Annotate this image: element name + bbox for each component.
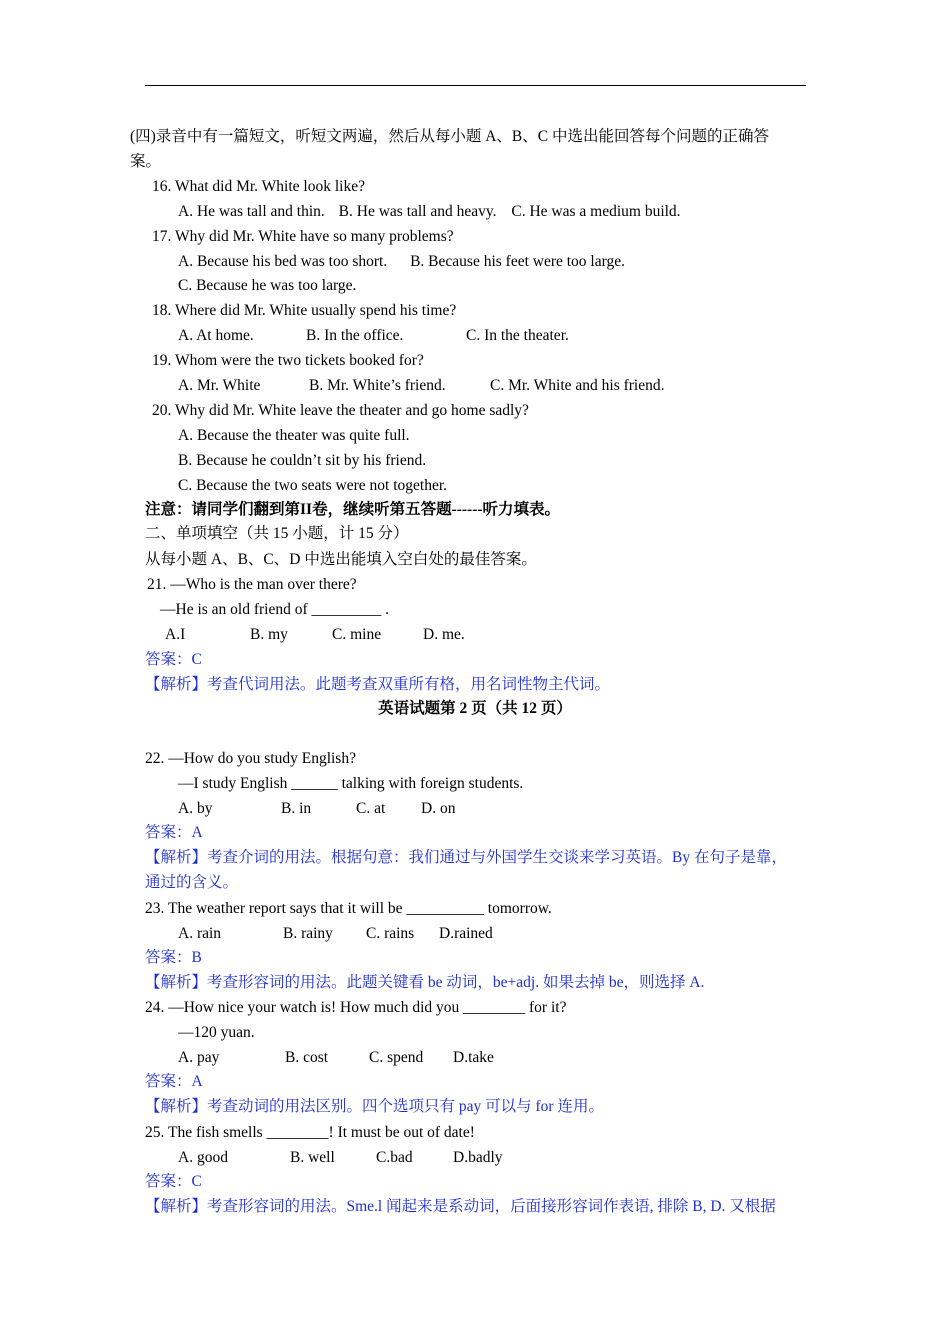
option-a: A. He was tall and thin. — [178, 203, 325, 220]
question-22-line2: —I study English ______ talking with foreign students. — [178, 775, 524, 792]
option-b: B. in — [281, 800, 312, 817]
option-a: A. At home. — [178, 327, 254, 344]
option-b: B. He was tall and heavy. — [338, 203, 497, 220]
question-18: 18. Where did Mr. White usually spend his time? — [152, 302, 457, 319]
answer-22: 答案：A — [145, 824, 203, 841]
answer-23: 答案：B — [145, 949, 202, 966]
option-d: D. me. — [423, 626, 465, 643]
option-d: D.rained — [439, 925, 493, 942]
answer-25: 答案：C — [145, 1173, 202, 1190]
analysis-25: 【解析】考查形容词的用法。Sme.l 闻起来是系动词，后面接形容词作表语, 排除 B, D. 又根据 — [145, 1198, 776, 1215]
option-b: B. In the office. — [306, 327, 404, 344]
option-c: C.bad — [376, 1149, 413, 1166]
option-b: B. Mr. White’s friend. — [309, 377, 446, 394]
answer-21: 答案：C — [145, 651, 202, 668]
analysis-23: 【解析】考查形容词的用法。此题关键看 be 动词，be+adj. 如果去掉 be，则选择 A. — [145, 974, 705, 991]
option-c: C. mine — [332, 626, 382, 643]
option-a: A. Because his bed was too short. — [178, 253, 388, 270]
header-rule — [145, 85, 806, 86]
option-c: C. rains — [366, 925, 415, 942]
option-b: B. rainy — [283, 925, 333, 942]
option-d: D.badly — [453, 1149, 503, 1166]
option-c: C. Mr. White and his friend. — [490, 377, 665, 394]
section4-intro-line2: 案。 — [130, 153, 162, 170]
option-d: D. on — [421, 800, 456, 817]
option-a: A. rain — [178, 925, 222, 942]
answer-24: 答案：A — [145, 1073, 203, 1090]
question-17-options-row1 — [178, 252, 625, 272]
option-c: C. spend — [369, 1049, 424, 1066]
question-17: 17. Why did Mr. White have so many problems? — [152, 228, 454, 245]
option-a: A. Mr. White — [178, 377, 261, 394]
option-a: A.I — [165, 626, 186, 643]
option-c: C. He was a medium build. — [511, 203, 681, 220]
option-a: A. by — [178, 800, 213, 817]
question-25: 25. The fish smells ________! It must be out of date! — [145, 1124, 475, 1141]
question-19: 19. Whom were the two tickets booked for? — [152, 352, 424, 369]
section2-instruction: 从每小题 A、B、C、D 中选出能填入空白处的最佳答案。 — [145, 551, 537, 568]
option-b: B. well — [290, 1149, 335, 1166]
option-b: B. my — [250, 626, 288, 643]
question-20-option-b: B. Because he couldn’t sit by his friend. — [178, 452, 427, 469]
option-b: B. Because his feet were too large. — [410, 253, 626, 270]
question-17-option-c: C. Because he was too large. — [178, 277, 357, 294]
question-20-option-a: A. Because the theater was quite full. — [178, 427, 410, 444]
question-21-line2: —He is an old friend of _________ . — [160, 601, 390, 618]
notice: 注意：请同学们翻到第II卷，继续听第五答题------听力填表。 — [145, 501, 561, 518]
option-c: C. at — [356, 800, 386, 817]
analysis-21: 【解析】考查代词用法。此题考查双重所有格，用名词性物主代词。 — [145, 676, 611, 693]
option-a: A. good — [178, 1149, 228, 1166]
question-22: 22. —How do you study English? — [145, 750, 356, 767]
question-21: 21. —Who is the man over there? — [147, 576, 357, 593]
analysis-24: 【解析】考查动词的用法区别。四个选项只有 pay 可以与 for 连用。 — [145, 1098, 604, 1115]
question-20-option-c: C. Because the two seats were not together. — [178, 477, 448, 494]
option-c: C. In the theater. — [466, 327, 569, 344]
analysis-22-line2: 通过的含义。 — [145, 874, 239, 891]
question-24: 24. —How nice your watch is! How much did you ________ for it? — [145, 999, 567, 1016]
section2-title: 二、单项填空（共 15 小题，计 15 分） — [145, 525, 409, 542]
option-a: A. pay — [178, 1049, 220, 1066]
question-16: 16. What did Mr. White look like? — [152, 178, 365, 195]
option-d: D.take — [453, 1049, 494, 1066]
question-20: 20. Why did Mr. White leave the theater and go home sadly? — [152, 402, 529, 419]
option-b: B. cost — [285, 1049, 329, 1066]
question-24-line2: —120 yuan. — [178, 1024, 255, 1041]
analysis-22-line1: 【解析】考查介词的用法。根据句意：我们通过与外国学生交谈来学习英语。By 在句子是靠， — [145, 849, 787, 866]
section4-intro-line1: (四)录音中有一篇短文，听短文两遍，然后从每小题 A、B、C 中选出能回答每个问题的正确答 — [130, 128, 769, 145]
page-footer: 英语试题第 2 页（共 12 页） — [378, 700, 572, 717]
question-16-options — [178, 202, 681, 222]
question-23: 23. The weather report says that it will be __________ tomorrow. — [145, 900, 552, 917]
